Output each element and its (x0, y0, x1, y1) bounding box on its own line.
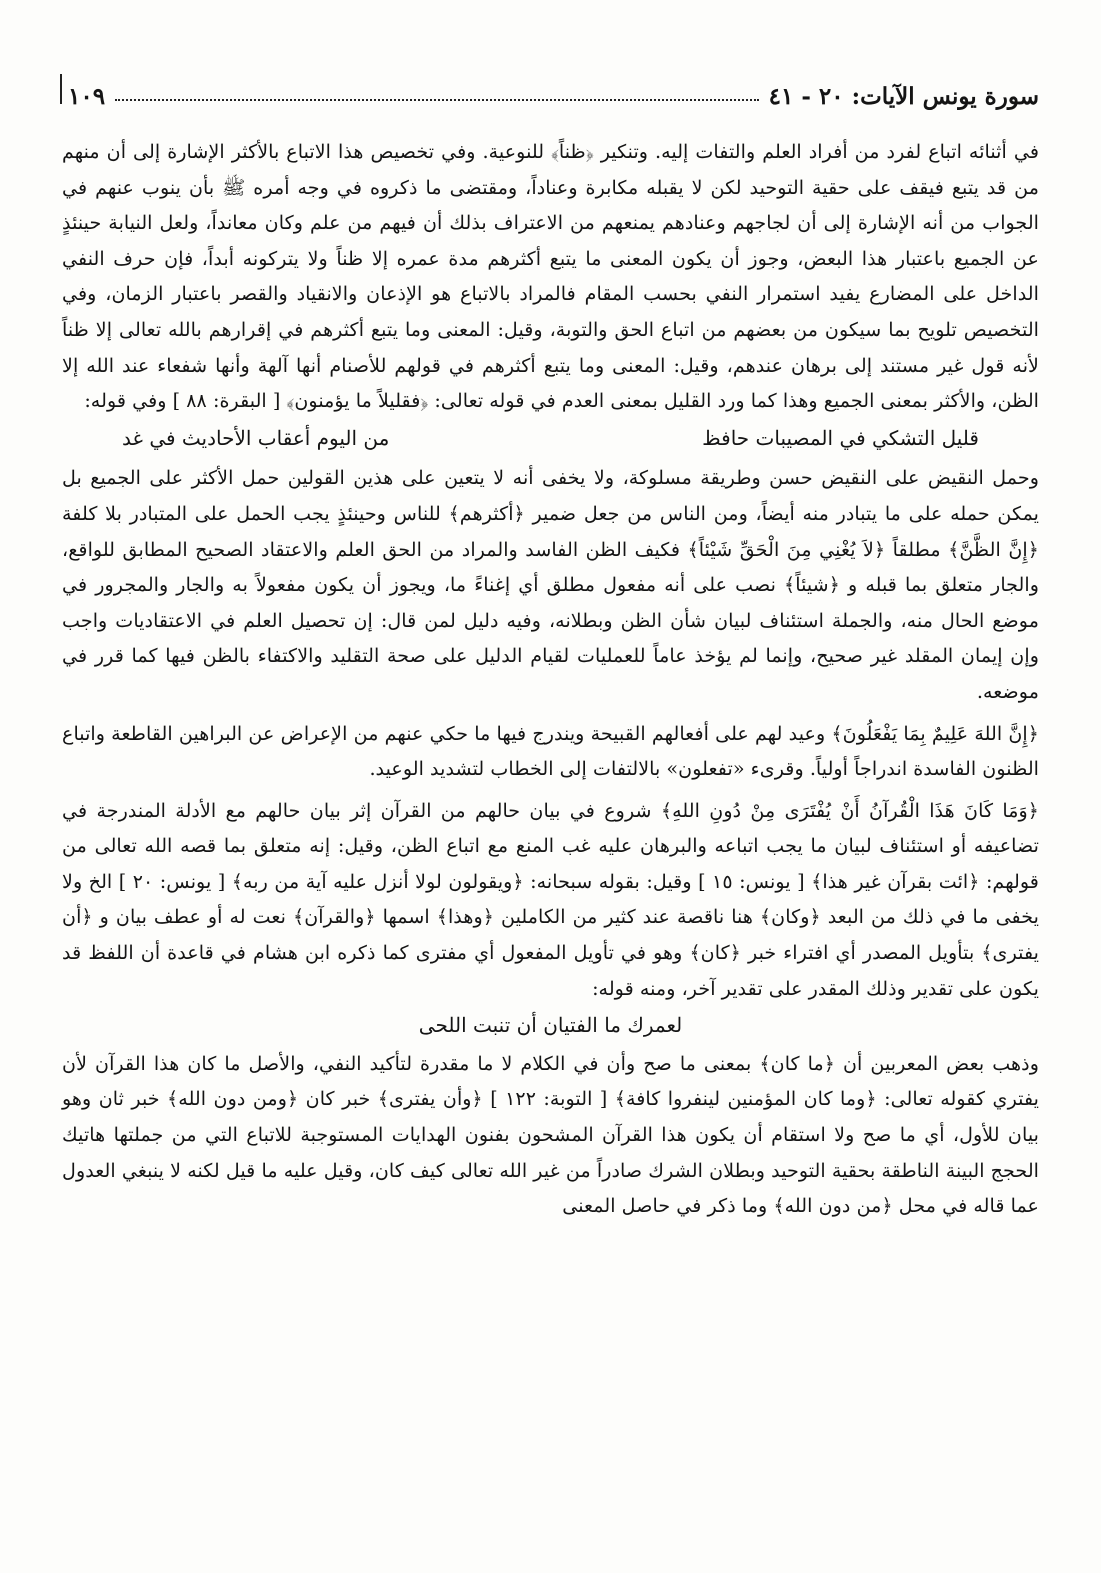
poetry-verse-1 (62, 421, 1039, 457)
paragraph-2: وحمل النقيض على النقيض حسن وطريقة مسلوكة، ولا يخفى أنه لا يتعين على هذين القولين حمل الأكثر على الجميع بل يمكن حمله على ما يتبادر منه أيضاً، ومن الناس من جعل ضمير ﴿أكثرهم﴾ للناس وحينئذٍ يجب الحمل على المتبادر بلا كلفة ﴿إِنَّ الظَّنَّ﴾ مطلقاً ﴿لاَ يُغْنِي مِنَ الْحَقِّ شَيْئاً﴾ فكيف الظن الفاسد والمراد من الحق العلم والاعتقاد الصحيح المطابق للواقع، والجار متعلق بما قبله و ﴿شيئاً﴾ نصب على أنه مفعول مطلق أي إغناءً ما، ويجوز أن يكون مفعولاً به والجار والمجرور في موضع الحال منه، والجملة استئناف لبيان شأن الظن وبطلانه، وفيه دليل لمن قال: إن تحصيل العلم في الاعتقاديات واجب وإن إيمان المقلد غير صحيح، وإنما لم يؤخذ عاماً للعمليات لقيام الدليل على صحة التقليد والاكتفاء بالظن فيها كما قرر في موضعه. (62, 466, 1039, 703)
paragraph-5: وذهب بعض المعربين أن ﴿ما كان﴾ بمعنى ما صح وأن في الكلام لا ما مقدرة لتأكيد النفي، والأصل ما كان هذا القرآن لأن يفتري كقوله تعالى: ﴿وما كان المؤمنين لينفروا كافة﴾ [ التوبة: ١٢٢ ] ﴿وأن يفترى﴾ خبر كان ﴿ومن دون الله﴾ خبر ثان وهو بيان للأول، أي ما صح ولا استقام أن يكون هذا القرآن المشحون بفنون الهدايات المستوجبة للاتباع التي من جملتها هاتيك الحجج البينة الناطقة بحقية التوحيد وبطلان الشرك صادراً من غير الله تعالى كيف كان، وقيل عليه ما قيل لكنه لا ينبغي العدول عما قاله في محل ﴿من دون الله﴾ وما ذكر في حاصل المعنى (62, 1051, 1039, 1218)
header-dot-leader (115, 99, 759, 101)
poetry-verse-2: لعمرك ما الفتيان أن تنبت اللحى (418, 1013, 683, 1038)
verse-1-hemistich-right: قليل التشكي في المصيبات حافظ (702, 425, 979, 450)
surah-title: سورة يونس الآيات: ٢٠ - ٤١ (768, 83, 1039, 110)
page-number: ١٠٩ (68, 83, 106, 110)
running-header (60, 68, 1039, 110)
commentary-text (62, 134, 1039, 1224)
paragraph-4: ﴿وَمَا كَانَ هَذَا الْقُرآنُ أَنْ يُفْتَرَى مِنْ دُونِ اللهِ﴾ شروع في بيان حالهم من القرآن إثر بيان حالهم مع الأدلة المندرجة في تضاعيفه أو استئناف لبيان ما يجب اتباعه والبرهان عليه غب المنع مع اتباع الظن، وقيل: إنه متعلق بما قصه الله تعالى من قولهم: ﴿ائت بقرآن غير هذا﴾ [ يونس: ١٥ ] وقيل: بقوله سبحانه: ﴿ويقولون لولا أنزل عليه آية من ربه﴾ [ يونس: ٢٠ ] الخ ولا يخفى ما في ذلك من البعد ﴿وكان﴾ هنا ناقصة عند كثير من الكاملين ﴿وهذا﴾ اسمها ﴿والقرآن﴾ نعت له أو عطف بيان و ﴿أن يفترى﴾ بتأويل المصدر أي افتراء خبر ﴿كان﴾ وهو في تأويل المفعول أي مفترى كما ذكره ابن هشام في قاعدة أن اللفظ قد يكون على تقدير وذلك المقدر على تقدير آخر، ومنه قوله: (62, 798, 1039, 1000)
header-rule (60, 74, 62, 104)
verse-1-hemistich-left: من اليوم أعقاب الأحاديث في غد (122, 425, 390, 450)
paragraph-1: في أثنائه اتباع لفرد من أفراد العلم والتفات إليه. وتنكير ﴿ظناً﴾ للنوعية. وفي تخصيص هذا الاتباع بالأكثر الإشارة إلى أن منهم من قد يتبع فيقف على حقية التوحيد لكن لا يقبله مكابرة وعناداً، ومقتضى ما ذكروه في وجه أمره ﷺ بأن ينوب عنهم في الجواب من أنه الإشارة إلى أن لجاجهم وعنادهم يمنعهم من الاعتراف بذلك أن فيهم من علم وكان معانداً، ولعل النيابة حينئذٍ عن الجميع باعتبار هذا البعض، وجوز أن يكون المعنى ما يتبع أكثرهم مدة عمره إلا ظناً ولا يتركونه أبداً، فإن حرف النفي الداخل على المضارع يفيد استمرار النفي بحسب المقام فالمراد بالاتباع هو الإذعان والانقياد والقصر باعتبار الزمان، وفي التخصيص تلويح بما سيكون من بعضهم من اتباع الحق والتوبة، وقيل: المعنى وما يتبع أكثرهم في إقرارهم بالله تعالى إلا ظناً لأنه قول غير مستند إلى برهان عندهم، وقيل: المعنى وما يتبع أكثرهم في قولهم للأصنام أنها آلهة وأنها شفعاء عند الله إلا الظن، والأكثر بمعنى الجميع وهذا كما ورد القليل بمعنى العدم في قوله تعالى: ﴿فقليلاً ما يؤمنون﴾ [ البقرة: ٨٨ ] وفي قوله: (62, 140, 1039, 413)
paragraph-3: ﴿إِنَّ اللهَ عَلِيمٌ بِمَا يَفْعَلُونَ﴾ وعيد لهم على أفعالهم القبيحة ويندرج فيها ما حكي عنهم من الإعراض عن البراهين القاطعة واتباع الظنون الفاسدة اندراجاً أولياً. وقرىء «تفعلون» بالالتفات إلى الخطاب لتشديد الوعيد. (62, 721, 1039, 781)
